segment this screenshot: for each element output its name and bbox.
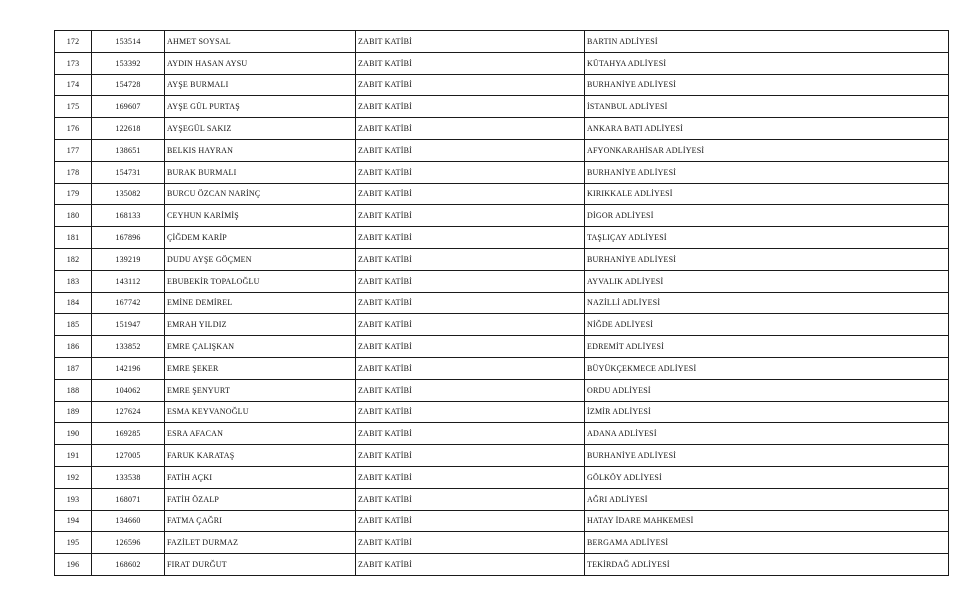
registry-number: 169607 <box>92 96 165 118</box>
registry-number: 104062 <box>92 379 165 401</box>
table-row <box>55 357 949 379</box>
job-title: ZABIT KATİBİ <box>356 554 585 576</box>
assigned-courthouse: KIRIKKALE ADLİYESİ <box>585 183 949 205</box>
job-title: ZABIT KATİBİ <box>356 532 585 554</box>
job-title: ZABIT KATİBİ <box>356 139 585 161</box>
job-title: ZABIT KATİBİ <box>356 423 585 445</box>
table-row <box>55 205 949 227</box>
assigned-courthouse: DİGOR ADLİYESİ <box>585 205 949 227</box>
table-row <box>55 466 949 488</box>
table-row <box>55 554 949 576</box>
assigned-courthouse: TEKİRDAĞ ADLİYESİ <box>585 554 949 576</box>
assigned-courthouse: BÜYÜKÇEKMECE ADLİYESİ <box>585 357 949 379</box>
assigned-courthouse: İZMİR ADLİYESİ <box>585 401 949 423</box>
person-name: FATİH AÇKI <box>165 466 356 488</box>
assigned-courthouse: BURHANİYE ADLİYESİ <box>585 161 949 183</box>
person-name: AYŞEGÜL SAKIZ <box>165 118 356 140</box>
registry-number: 143112 <box>92 270 165 292</box>
table-row <box>55 31 949 53</box>
job-title: ZABIT KATİBİ <box>356 336 585 358</box>
registry-number: 127005 <box>92 445 165 467</box>
registry-number: 142196 <box>92 357 165 379</box>
job-title: ZABIT KATİBİ <box>356 227 585 249</box>
job-title: ZABIT KATİBİ <box>356 292 585 314</box>
row-number: 181 <box>55 227 92 249</box>
row-number: 196 <box>55 554 92 576</box>
table-row <box>55 74 949 96</box>
registry-number: 133538 <box>92 466 165 488</box>
row-number: 179 <box>55 183 92 205</box>
job-title: ZABIT KATİBİ <box>356 466 585 488</box>
person-name: EBUBEKİR TOPALOĞLU <box>165 270 356 292</box>
row-number: 195 <box>55 532 92 554</box>
person-name: BURCU ÖZCAN NARİNÇ <box>165 183 356 205</box>
table-row <box>55 96 949 118</box>
job-title: ZABIT KATİBİ <box>356 357 585 379</box>
job-title: ZABIT KATİBİ <box>356 161 585 183</box>
assigned-courthouse: AFYONKARAHİSAR ADLİYESİ <box>585 139 949 161</box>
assigned-courthouse: KÜTAHYA ADLİYESİ <box>585 52 949 74</box>
registry-number: 127624 <box>92 401 165 423</box>
table-row <box>55 401 949 423</box>
job-title: ZABIT KATİBİ <box>356 96 585 118</box>
row-number: 194 <box>55 510 92 532</box>
person-name: EMRE ÇALIŞKAN <box>165 336 356 358</box>
row-number: 177 <box>55 139 92 161</box>
registry-number: 135082 <box>92 183 165 205</box>
registry-number: 168071 <box>92 488 165 510</box>
assigned-courthouse: NAZİLLİ ADLİYESİ <box>585 292 949 314</box>
registry-number: 151947 <box>92 314 165 336</box>
registry-number: 134660 <box>92 510 165 532</box>
job-title: ZABIT KATİBİ <box>356 510 585 532</box>
person-name: AHMET SOYSAL <box>165 31 356 53</box>
row-number: 190 <box>55 423 92 445</box>
registry-number: 139219 <box>92 248 165 270</box>
assigned-courthouse: BARTIN ADLİYESİ <box>585 31 949 53</box>
registry-number: 167742 <box>92 292 165 314</box>
registry-number: 153392 <box>92 52 165 74</box>
person-name: AYŞE BURMALI <box>165 74 356 96</box>
table-row <box>55 445 949 467</box>
job-title: ZABIT KATİBİ <box>356 74 585 96</box>
table-row <box>55 52 949 74</box>
table-row <box>55 248 949 270</box>
row-number: 180 <box>55 205 92 227</box>
job-title: ZABIT KATİBİ <box>356 118 585 140</box>
registry-number: 122618 <box>92 118 165 140</box>
job-title: ZABIT KATİBİ <box>356 445 585 467</box>
person-name: AYŞE GÜL PURTAŞ <box>165 96 356 118</box>
personnel-table-body <box>55 31 949 576</box>
row-number: 185 <box>55 314 92 336</box>
job-title: ZABIT KATİBİ <box>356 270 585 292</box>
assigned-courthouse: ADANA ADLİYESİ <box>585 423 949 445</box>
row-number: 183 <box>55 270 92 292</box>
assigned-courthouse: NİĞDE ADLİYESİ <box>585 314 949 336</box>
person-name: CEYHUN KARİMİŞ <box>165 205 356 227</box>
row-number: 182 <box>55 248 92 270</box>
table-row <box>55 510 949 532</box>
registry-number: 167896 <box>92 227 165 249</box>
person-name: ESRA AFACAN <box>165 423 356 445</box>
job-title: ZABIT KATİBİ <box>356 31 585 53</box>
row-number: 184 <box>55 292 92 314</box>
assigned-courthouse: BURHANİYE ADLİYESİ <box>585 445 949 467</box>
registry-number: 154728 <box>92 74 165 96</box>
table-row <box>55 423 949 445</box>
assigned-courthouse: ORDU ADLİYESİ <box>585 379 949 401</box>
table-row <box>55 118 949 140</box>
assigned-courthouse: HATAY İDARE MAHKEMESİ <box>585 510 949 532</box>
assigned-courthouse: BERGAMA ADLİYESİ <box>585 532 949 554</box>
assigned-courthouse: AYVALIK ADLİYESİ <box>585 270 949 292</box>
assigned-courthouse: GÖLKÖY ADLİYESİ <box>585 466 949 488</box>
row-number: 173 <box>55 52 92 74</box>
row-number: 191 <box>55 445 92 467</box>
table-row <box>55 379 949 401</box>
person-name: DUDU AYŞE GÖÇMEN <box>165 248 356 270</box>
person-name: EMRAH YILDIZ <box>165 314 356 336</box>
table-row <box>55 336 949 358</box>
row-number: 189 <box>55 401 92 423</box>
person-name: FAZİLET DURMAZ <box>165 532 356 554</box>
job-title: ZABIT KATİBİ <box>356 248 585 270</box>
person-name: ESMA KEYVANOĞLU <box>165 401 356 423</box>
registry-number: 138651 <box>92 139 165 161</box>
table-row <box>55 532 949 554</box>
registry-number: 133852 <box>92 336 165 358</box>
job-title: ZABIT KATİBİ <box>356 488 585 510</box>
registry-number: 126596 <box>92 532 165 554</box>
registry-number: 168602 <box>92 554 165 576</box>
row-number: 193 <box>55 488 92 510</box>
table-row <box>55 270 949 292</box>
row-number: 175 <box>55 96 92 118</box>
registry-number: 169285 <box>92 423 165 445</box>
table-row <box>55 161 949 183</box>
assigned-courthouse: BURHANİYE ADLİYESİ <box>585 248 949 270</box>
table-row <box>55 227 949 249</box>
job-title: ZABIT KATİBİ <box>356 52 585 74</box>
job-title: ZABIT KATİBİ <box>356 401 585 423</box>
person-name: FIRAT DURĞUT <box>165 554 356 576</box>
row-number: 186 <box>55 336 92 358</box>
assigned-courthouse: TAŞLIÇAY ADLİYESİ <box>585 227 949 249</box>
registry-number: 153514 <box>92 31 165 53</box>
row-number: 176 <box>55 118 92 140</box>
person-name: BELKIS HAYRAN <box>165 139 356 161</box>
personnel-table <box>54 30 949 576</box>
row-number: 188 <box>55 379 92 401</box>
person-name: ÇİĞDEM KARİP <box>165 227 356 249</box>
row-number: 187 <box>55 357 92 379</box>
table-row <box>55 183 949 205</box>
registry-number: 154731 <box>92 161 165 183</box>
table-row <box>55 488 949 510</box>
table-row <box>55 314 949 336</box>
person-name: EMRE ŞEKER <box>165 357 356 379</box>
person-name: FARUK KARATAŞ <box>165 445 356 467</box>
table-row <box>55 292 949 314</box>
job-title: ZABIT KATİBİ <box>356 379 585 401</box>
person-name: AYDIN HASAN AYSU <box>165 52 356 74</box>
row-number: 178 <box>55 161 92 183</box>
job-title: ZABIT KATİBİ <box>356 314 585 336</box>
person-name: EMİNE DEMİREL <box>165 292 356 314</box>
row-number: 192 <box>55 466 92 488</box>
assigned-courthouse: ANKARA BATI ADLİYESİ <box>585 118 949 140</box>
job-title: ZABIT KATİBİ <box>356 183 585 205</box>
job-title: ZABIT KATİBİ <box>356 205 585 227</box>
assigned-courthouse: BURHANİYE ADLİYESİ <box>585 74 949 96</box>
assigned-courthouse: AĞRI ADLİYESİ <box>585 488 949 510</box>
assigned-courthouse: EDREMİT ADLİYESİ <box>585 336 949 358</box>
row-number: 172 <box>55 31 92 53</box>
person-name: BURAK BURMALI <box>165 161 356 183</box>
person-name: FATMA ÇAĞRI <box>165 510 356 532</box>
row-number: 174 <box>55 74 92 96</box>
assigned-courthouse: İSTANBUL ADLİYESİ <box>585 96 949 118</box>
registry-number: 168133 <box>92 205 165 227</box>
table-row <box>55 139 949 161</box>
person-name: EMRE ŞENYURT <box>165 379 356 401</box>
person-name: FATİH ÖZALP <box>165 488 356 510</box>
